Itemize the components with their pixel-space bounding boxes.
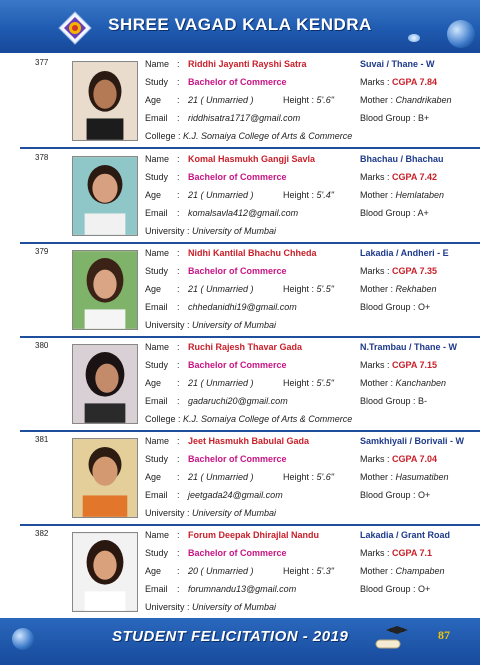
colon-separator: :	[177, 342, 180, 352]
colon-separator: :	[177, 284, 180, 294]
institution-label: University :	[145, 508, 193, 518]
blood-group-field	[360, 584, 430, 594]
study-degree: Bachelor of Commerce	[188, 548, 287, 558]
colon-separator: :	[177, 548, 180, 558]
email-value: jeetgada24@gmail.com	[188, 490, 283, 500]
mother-value: Rekhaben	[395, 284, 437, 294]
study-degree: Bachelor of Commerce	[188, 172, 287, 182]
mother-field	[360, 566, 445, 576]
name-label: Name	[145, 59, 170, 69]
page-footer	[0, 618, 480, 665]
student-entry	[20, 432, 480, 526]
age-value: 21 ( Unmarried )	[188, 472, 254, 482]
blood-group-value: B+	[418, 113, 430, 123]
blood-group-value: B-	[418, 396, 428, 406]
institution-row	[145, 414, 352, 424]
age-value: 20 ( Unmarried )	[188, 566, 254, 576]
height-label: Height :	[283, 190, 317, 200]
colon-separator: :	[177, 530, 180, 540]
student-photo	[72, 438, 138, 518]
age-label: Age	[145, 95, 162, 105]
mother-label: Mother :	[360, 472, 396, 482]
institution-value: University of Mumbai	[192, 508, 277, 518]
mother-label: Mother :	[360, 378, 396, 388]
email-value: gadaruchi20@gmail.com	[188, 396, 288, 406]
globe-icon	[12, 628, 34, 650]
colon-separator: :	[177, 208, 180, 218]
institution-row	[145, 602, 276, 612]
native-place-location: Lakadia / Andheri - E	[360, 248, 449, 258]
email-value: riddhisatra1717@gmail.com	[188, 113, 301, 123]
marks-value: CGPA 7.1	[392, 548, 433, 558]
height-field	[283, 472, 334, 482]
page-header	[0, 0, 480, 53]
marks-label: Marks :	[360, 454, 393, 464]
mother-value: Chandrikaben	[395, 95, 452, 105]
entry-number: 379	[35, 247, 49, 256]
institution-row	[145, 226, 276, 236]
age-label: Age	[145, 378, 162, 388]
mother-field	[360, 190, 444, 200]
colon-separator: :	[177, 302, 180, 312]
sparkle-decoration	[408, 34, 420, 42]
institution-label: University :	[145, 320, 193, 330]
student-entry	[20, 55, 480, 149]
marks-label: Marks :	[360, 548, 393, 558]
institution-value: K.J. Somaiya College of Arts & Commerce	[183, 131, 353, 141]
native-place-location: Samkhiyali / Borivali - W	[360, 436, 465, 446]
institution-label: College :	[145, 414, 184, 424]
mother-field	[360, 284, 437, 294]
student-photo	[72, 61, 138, 141]
institution-value: University of Mumbai	[192, 602, 277, 612]
marks-label: Marks :	[360, 77, 393, 87]
mother-value: Hasumatiben	[395, 472, 449, 482]
height-field	[283, 190, 334, 200]
colon-separator: :	[177, 248, 180, 258]
study-degree: Bachelor of Commerce	[188, 266, 287, 276]
colon-separator: :	[177, 490, 180, 500]
institution-row	[145, 131, 352, 141]
student-name: Ruchi Rajesh Thavar Gada	[188, 342, 303, 352]
marks-field	[360, 266, 437, 276]
age-value: 21 ( Unmarried )	[188, 95, 254, 105]
student-photo	[72, 344, 138, 424]
mother-field	[360, 378, 446, 388]
age-value: 21 ( Unmarried )	[188, 190, 254, 200]
blood-group-value: O+	[418, 584, 431, 594]
name-label: Name	[145, 530, 170, 540]
institution-value: K.J. Somaiya College of Arts & Commerce	[183, 414, 353, 424]
mother-label: Mother :	[360, 95, 396, 105]
colon-separator: :	[177, 59, 180, 69]
height-label: Height :	[283, 566, 317, 576]
height-field	[283, 378, 334, 388]
entry-number: 381	[35, 435, 49, 444]
colon-separator: :	[177, 266, 180, 276]
height-value: 5'.4"	[316, 190, 334, 200]
blood-group-value: A+	[417, 208, 429, 218]
mother-label: Mother :	[360, 190, 396, 200]
email-value: forumnandu13@gmail.com	[188, 584, 297, 594]
entry-number: 377	[35, 58, 49, 67]
entry-divider	[20, 147, 480, 149]
blood-group-label: Blood Group :	[360, 302, 419, 312]
height-value: 5'.5"	[316, 284, 334, 294]
globe-icon	[447, 20, 475, 48]
student-name: Riddhi Jayanti Rayshi Satra	[188, 59, 307, 69]
email-label: Email	[145, 584, 168, 594]
colon-separator: :	[177, 436, 180, 446]
age-label: Age	[145, 190, 162, 200]
colon-separator: :	[177, 190, 180, 200]
height-field	[283, 284, 334, 294]
marks-value: CGPA 7.15	[392, 360, 438, 370]
blood-group-field	[360, 302, 430, 312]
mother-value: Champaben	[395, 566, 445, 576]
student-name: Nidhi Kantilal Bhachu Chheda	[188, 248, 317, 258]
native-place-location: N.Trambau / Thane - W	[360, 342, 458, 352]
height-value: 5'.6"	[316, 95, 334, 105]
blood-group-field	[360, 396, 427, 406]
blood-group-value: O+	[418, 490, 431, 500]
institution-row	[145, 320, 276, 330]
height-field	[283, 566, 334, 576]
marks-label: Marks :	[360, 266, 393, 276]
email-label: Email	[145, 113, 168, 123]
colon-separator: :	[177, 172, 180, 182]
mother-field	[360, 95, 452, 105]
height-label: Height :	[283, 95, 317, 105]
blood-group-field	[360, 208, 429, 218]
mother-value: Hemlataben	[395, 190, 445, 200]
colon-separator: :	[177, 95, 180, 105]
blood-group-label: Blood Group :	[360, 208, 418, 218]
age-label: Age	[145, 566, 162, 576]
name-label: Name	[145, 248, 170, 258]
email-label: Email	[145, 302, 168, 312]
colon-separator: :	[177, 154, 180, 164]
height-label: Height :	[283, 472, 317, 482]
marks-label: Marks :	[360, 172, 393, 182]
study-label: Study	[145, 548, 169, 558]
marks-field	[360, 172, 437, 182]
name-label: Name	[145, 436, 170, 446]
colon-separator: :	[177, 396, 180, 406]
colon-separator: :	[177, 378, 180, 388]
study-label: Study	[145, 454, 169, 464]
student-entry	[20, 526, 480, 620]
height-value: 5'.3"	[316, 566, 334, 576]
study-label: Study	[145, 172, 169, 182]
student-name: Jeet Hasmukh Babulal Gada	[188, 436, 310, 446]
blood-group-label: Blood Group :	[360, 113, 419, 123]
study-label: Study	[145, 360, 169, 370]
colon-separator: :	[177, 113, 180, 123]
study-label: Study	[145, 266, 169, 276]
student-entry	[20, 244, 480, 338]
institution-label: University :	[145, 602, 193, 612]
marks-field	[360, 360, 437, 370]
name-label: Name	[145, 342, 170, 352]
page-number: 87	[438, 628, 450, 642]
mother-field	[360, 472, 449, 482]
marks-field	[360, 454, 437, 464]
height-label: Height :	[283, 378, 317, 388]
age-value: 21 ( Unmarried )	[188, 284, 254, 294]
marks-label: Marks :	[360, 360, 393, 370]
institution-value: University of Mumbai	[192, 320, 277, 330]
institution-row	[145, 508, 276, 518]
colon-separator: :	[177, 472, 180, 482]
footer-title: STUDENT FELICITATION - 2019	[112, 628, 349, 645]
institution-label: University :	[145, 226, 193, 236]
height-label: Height :	[283, 284, 317, 294]
blood-group-label: Blood Group :	[360, 396, 419, 406]
marks-field	[360, 77, 437, 87]
student-entry	[20, 150, 480, 244]
mother-value: Kanchanben	[395, 378, 447, 388]
colon-separator: :	[177, 584, 180, 594]
native-place-location: Lakadia / Grant Road	[360, 530, 451, 540]
email-value: chhedanidhi19@gmail.com	[188, 302, 297, 312]
study-degree: Bachelor of Commerce	[188, 454, 287, 464]
student-photo	[72, 156, 138, 236]
blood-group-field	[360, 490, 430, 500]
colon-separator: :	[177, 566, 180, 576]
study-degree: Bachelor of Commerce	[188, 360, 287, 370]
colon-separator: :	[177, 360, 180, 370]
blood-group-label: Blood Group :	[360, 490, 419, 500]
blood-group-label: Blood Group :	[360, 584, 419, 594]
student-name: Forum Deepak Dhirajlal Nandu	[188, 530, 320, 540]
age-label: Age	[145, 284, 162, 294]
student-entry	[20, 338, 480, 432]
blood-group-value: O+	[418, 302, 431, 312]
name-label: Name	[145, 154, 170, 164]
height-field	[283, 95, 334, 105]
entry-number: 382	[35, 529, 49, 538]
diploma-scroll-icon	[372, 626, 408, 654]
email-label: Email	[145, 396, 168, 406]
marks-value: CGPA 7.35	[392, 266, 438, 276]
marks-value: CGPA 7.42	[392, 172, 438, 182]
email-label: Email	[145, 208, 168, 218]
study-label: Study	[145, 77, 169, 87]
age-label: Age	[145, 472, 162, 482]
colon-separator: :	[177, 77, 180, 87]
entry-number: 378	[35, 153, 49, 162]
blood-group-field	[360, 113, 429, 123]
native-place-location: Bhachau / Bhachau	[360, 154, 444, 164]
institution-value: University of Mumbai	[192, 226, 277, 236]
mother-label: Mother :	[360, 566, 396, 576]
student-name: Komal Hasmukh Gangji Savla	[188, 154, 316, 164]
email-value: komalsavla412@gmail.com	[188, 208, 299, 218]
marks-value: CGPA 7.04	[392, 454, 438, 464]
study-degree: Bachelor of Commerce	[188, 77, 287, 87]
age-value: 21 ( Unmarried )	[188, 378, 254, 388]
student-photo	[72, 532, 138, 612]
marks-value: CGPA 7.84	[392, 77, 438, 87]
page-title: SHREE VAGAD KALA KENDRA	[108, 15, 372, 34]
marks-field	[360, 548, 432, 558]
mother-label: Mother :	[360, 284, 396, 294]
student-photo	[72, 250, 138, 330]
colon-separator: :	[177, 454, 180, 464]
institution-label: College :	[145, 131, 184, 141]
email-label: Email	[145, 490, 168, 500]
native-place-location: Suvai / Thane - W	[360, 59, 435, 69]
entry-number: 380	[35, 341, 49, 350]
height-value: 5'.5"	[316, 378, 334, 388]
height-value: 5'.6"	[316, 472, 334, 482]
